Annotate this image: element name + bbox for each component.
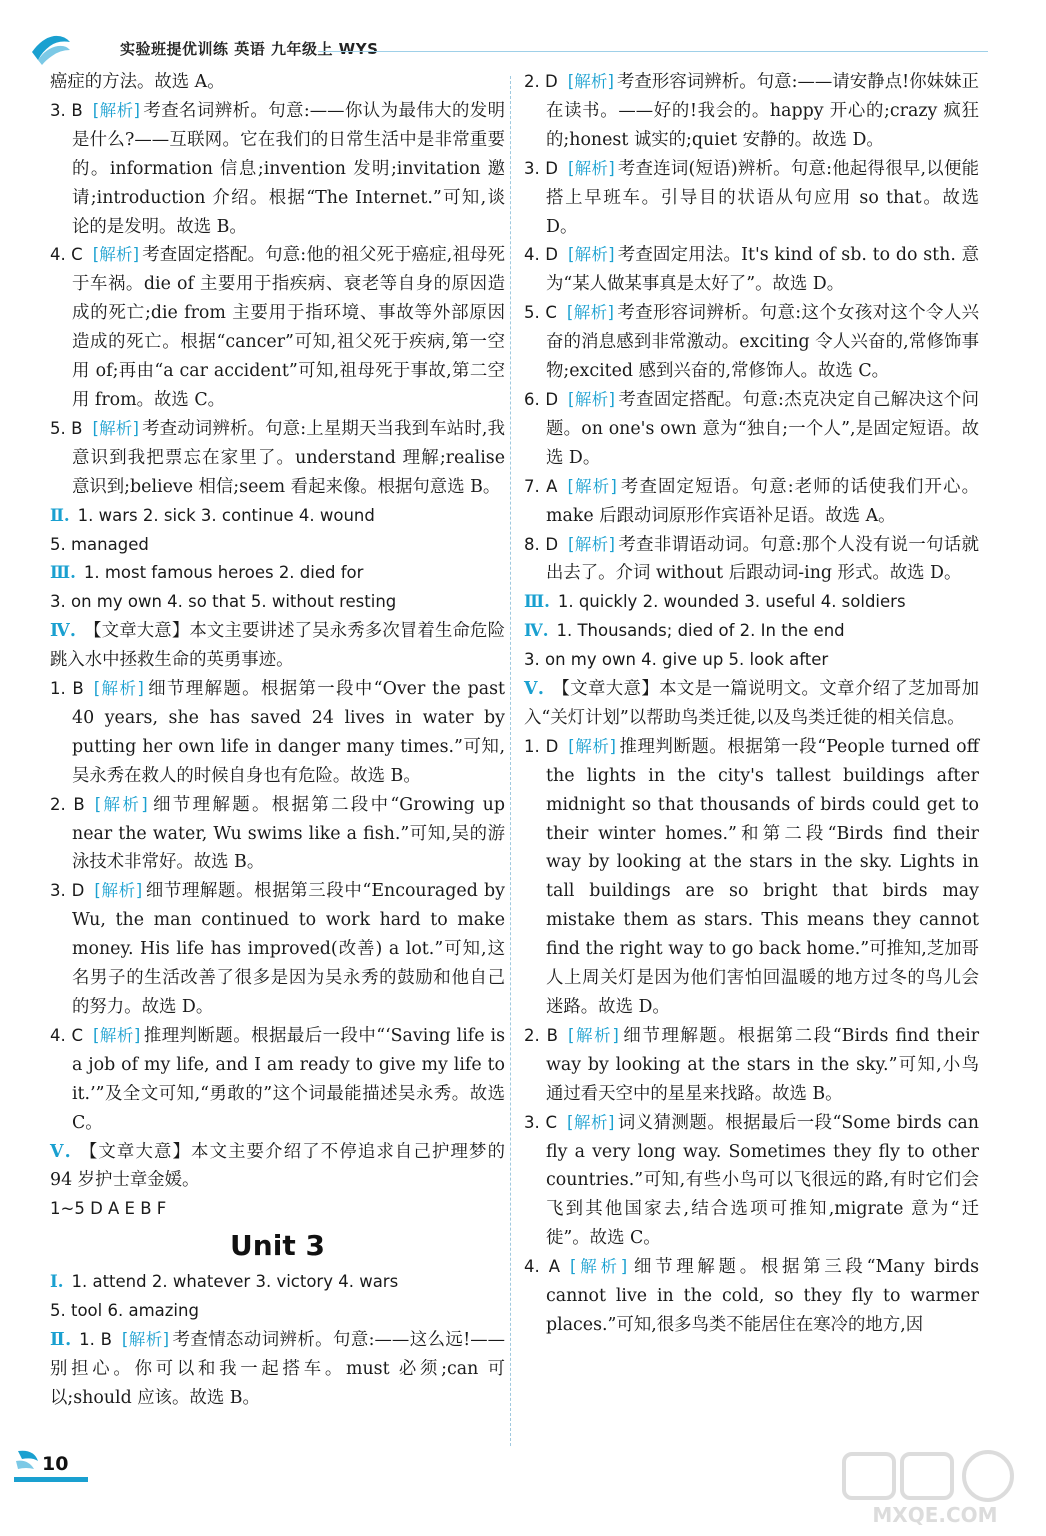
answer-item: 2. B [解析] 细节理解题。根据第二段中“Growing up near the water, Wu swims like a fish.”可知,吴的游泳技术非常好。故选 B。 — [50, 794, 506, 873]
section-answers-cont: 3. on my own 4. so that 5. without resting — [50, 592, 397, 612]
analysis-tag: [解析] — [568, 736, 616, 756]
section-answers: Ⅱ. 1. wars 2. sick 3. continue 4. wound — [50, 505, 375, 525]
section-answers: 1~5 D A E B F — [50, 1199, 167, 1219]
passage-summary: Ⅳ. 【文章大意】本文主要讲述了吴永秀多次冒着生命危险跳入水中拯救生命的英勇事迹。 — [50, 621, 505, 671]
analysis-tag: [解析] — [567, 476, 617, 496]
analysis-tag: [解析] — [566, 303, 614, 323]
answer-item: 3. D [解析] 考查连词(短语)辨析。句意:他起得很早,以便能搭上早班车。引导目的状语从句应用 so that。故选 D。 — [524, 158, 979, 237]
answer-item: 4. A [解析] 细节理解题。根据第三段“Many birds cannot live in the cold, so they fly to warmer places.”可知,很多鸟类不能居住在寒冷的地方,因 — [524, 1257, 980, 1335]
answer-item: 4. C [解析] 推理判断题。根据最后一段中“‘Saving life is a job of my life, and I am ready to give my life to it.’”及全文可知,“勇敢的”这个词最能描述吴永秀。故选 C。 — [50, 1025, 506, 1133]
left-column — [50, 68, 505, 1413]
column-divider — [510, 76, 511, 1446]
section-answers: Ⅳ. 1. Thousands; died of 2. In the end — [524, 621, 845, 641]
analysis-tag: [解析] — [567, 158, 615, 178]
passage-summary: Ⅴ. 【文章大意】本文是一篇说明文。文章介绍了芝加哥加入“关灯计划”以帮助鸟类迁徙,以及鸟类迁徙的相关信息。 — [524, 679, 979, 728]
analysis-tag: [解析] — [92, 100, 140, 120]
right-column — [524, 68, 979, 1340]
analysis-tag: [解析] — [93, 679, 144, 699]
book-logo-icon — [28, 32, 74, 66]
answer-item: 1. D [解析] 推理判断题。根据第一段“People turned off the lights in the city's tallest buildings after midnight so that thousands of birds could get to their winter homes.”和第二段“Birds find their way by looking at the stars in the sky. Lights in tall buildings are so bright that birds may mistake them as stars. This means they cannot find the right way to go back home.”可推知,芝加哥人上周关灯是因为他们害怕回温暖的地方过冬的鸟儿会迷路。故选 D。 — [524, 736, 979, 1017]
answer-item: 8. D [解析] 考查非谓语动词。句意:那个人没有说一句话就出去了。介词 without 后跟动词-ing 形式。故选 D。 — [524, 534, 979, 584]
page-header — [28, 30, 988, 70]
answer-item: 2. B [解析] 细节理解题。根据第二段“Birds find their way by looking at the stars in the sky.”可知,小鸟通过看天空中的星星来找路。故选 B。 — [524, 1025, 980, 1104]
answer-item: 4. D [解析] 考查固定用法。It's kind of sb. to do sth. 意为“某人做某事真是太好了”。故选 D。 — [524, 245, 980, 295]
analysis-tag: [解析] — [92, 245, 140, 265]
answer-item: 4. C [解析] 考查固定搭配。句意:他的祖父死于癌症,祖母死于车祸。die of 主要用于指疾病、衰老等自身的原因造成的死亡;die from 主要用于指环境、事故等外部原因造成的死亡。根据“cancer”可知,祖父死于疾病,第一空用 of;再由“a car accident”可知,祖母死于事故,第二空用 from。故选 C。 — [50, 245, 506, 410]
section-answers-cont: 5. tool 6. amazing — [50, 1301, 199, 1321]
passage-summary: Ⅴ. 【文章大意】本文主要介绍了不停追求自己护理梦的 94 岁护士章金媛。 — [50, 1141, 505, 1191]
watermark-logo-icon — [840, 1448, 1030, 1528]
section-answers: Ⅰ. 1. attend 2. whatever 3. victory 4. wars — [50, 1272, 399, 1292]
answer-item: 5. C [解析] 考查形容词辨析。句意:这个女孩对这个令人兴奋的消息感到非常激动。exciting 令人兴奋的,常修饰事物;excited 感到兴奋的,常修饰人。故选 C。 — [524, 303, 979, 382]
answer-item: Ⅱ. 1. B [解析] 考查情态动词辨析。句意:——这么远!——别担心。你可以和我一起搭车。must 必须;can 可以;should 应该。故选 B。 — [50, 1330, 506, 1408]
analysis-tag: [解析] — [567, 1025, 619, 1045]
analysis-tag: [解析] — [567, 72, 614, 91]
analysis-tag: [解析] — [567, 245, 615, 265]
answer-item: 3. B [解析] 考查名词辨析。句意:——你认为最伟大的发明是什么?——互联网。它在我们的日常生活中是非常重要的。information 信息;invention 发明;invitation 邀请;introduction 介绍。根据“The Internet.”可知,谈论的是发明。故选 B。 — [50, 100, 505, 237]
continued-text: 癌症的方法。故选 A。 — [50, 72, 225, 92]
analysis-tag: [解析] — [94, 881, 143, 901]
unit-title: Unit 3 — [230, 1229, 325, 1263]
analysis-tag: [解析] — [568, 534, 615, 554]
answer-item: 3. D [解析] 细节理解题。根据第三段中“Encouraged by Wu, the man continued to work hard to make money. His life has improved(改善) a lot.”可知,这名男子的生活改善了很多是因为吴永秀的鼓励和他自己的努力。故选 D。 — [50, 881, 505, 1017]
answer-item: 6. D [解析] 考查固定搭配。句意:杰克决定自己解决这个问题。on one's own 意为“独自;一个人”,是固定短语。故选 D。 — [524, 389, 979, 468]
section-answers: Ⅲ. 1. most famous heroes 2. died for — [50, 563, 364, 583]
section-answers: Ⅲ. 1. quickly 2. wounded 3. useful 4. soldiers — [524, 592, 906, 612]
section-answers-cont: 3. on my own 4. give up 5. look after — [524, 650, 829, 670]
analysis-tag: [解析] — [121, 1330, 170, 1350]
answer-item: 7. A [解析] 考查固定短语。句意:老师的话使我们开心。make 后跟动词原形作宾语补足语。故选 A。 — [524, 476, 980, 526]
answer-item: 5. B [解析] 考查动词辨析。句意:上星期天当我到车站时,我意识到我把票忘在家里了。understand 理解;realise 意识到;believe 相信;seem 看起来像。根据句意选 B。 — [50, 418, 506, 497]
page-number: 10 — [12, 1447, 92, 1485]
answer-item: 3. C [解析] 词义猜测题。根据最后一段“Some birds can fly a very long way. Sometimes they fly to other countries.”可知,有些小鸟可以飞很远的路,有时它们会飞到其他国家去,结合选项可推知,migrate 意为“迁徙”。故选 C。 — [524, 1112, 980, 1249]
header-title: 实验班提优训练 英语 九年级上 WYS — [120, 40, 379, 58]
analysis-tag: [解析] — [567, 1112, 615, 1132]
analysis-tag: [解析] — [93, 1025, 141, 1045]
analysis-tag: [解析] — [92, 418, 139, 438]
analysis-tag: [解析] — [94, 794, 148, 814]
header-rule — [318, 51, 988, 52]
answer-item: 2. D [解析] 考查形容词辨析。句意:——请安静点!你妹妹正在读书。——好的!我会的。happy 开心的;crazy 疯狂的;honest 诚实的;quiet 安静的。故选 D。 — [524, 72, 979, 150]
watermark-text: MXQE.COM — [872, 1503, 998, 1527]
section-answers-cont: 5. managed — [50, 534, 149, 554]
answer-item: 1. B [解析] 细节理解题。根据第一段中“Over the past 40 years, she has saved 24 lives in water by putting her own life in danger many times.”可知,吴永秀在救人的时候自身也有危险。故选 B。 — [50, 679, 506, 786]
analysis-tag: [解析] — [570, 1257, 628, 1277]
analysis-tag: [解析] — [568, 389, 615, 409]
